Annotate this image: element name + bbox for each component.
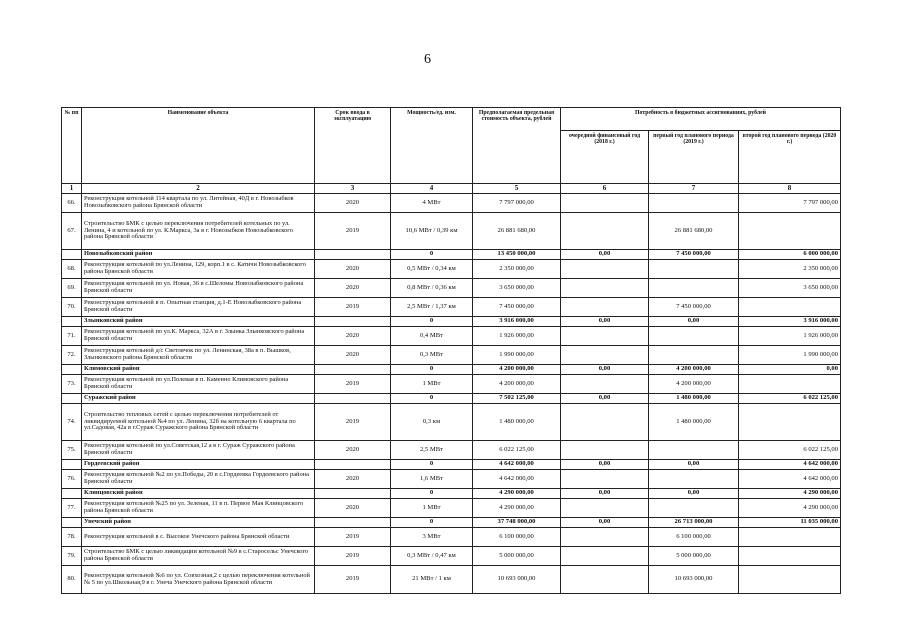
capacity-cell: 0 xyxy=(391,518,473,528)
object-name-cell: Реконструкция котельной в с. Высокое Унечского района Брянской области xyxy=(82,528,315,547)
estimated-cost-cell: 1 926 000,00 xyxy=(473,327,561,346)
estimated-cost-cell: 4 290 000,00 xyxy=(473,499,561,518)
district-subtotal-row xyxy=(62,250,841,260)
capacity-cell: 0 xyxy=(391,489,473,499)
district-subtotal-row xyxy=(62,394,841,404)
commission-year-cell xyxy=(315,317,391,327)
row-number-cell xyxy=(62,394,82,404)
object-name-cell: Климовский район xyxy=(82,365,315,375)
object-name-cell: Гордеевский район xyxy=(82,460,315,470)
object-name-cell: Реконструкция котельной по ул. Новая, 36 в с.Шеломы Новозыбковского района Брянской области xyxy=(82,279,315,298)
budget-2019-cell: 5 000 000,00 xyxy=(649,547,739,566)
estimated-cost-cell: 13 450 000,00 xyxy=(473,250,561,260)
budget-2020-cell: 6 022 125,00 xyxy=(739,441,841,460)
commission-year-cell xyxy=(315,365,391,375)
district-subtotal-row xyxy=(62,317,841,327)
header-year-2020: второй год планового периода (2020 г.) xyxy=(739,131,841,184)
table-row xyxy=(62,346,841,365)
budget-2019-cell xyxy=(649,346,739,365)
object-name-cell: Реконструкция котельной в п. Опытная станция, д.1-Е Новозыбковского района Брянской области xyxy=(82,298,315,317)
column-number: 8 xyxy=(739,184,841,194)
estimated-cost-cell: 3 916 000,00 xyxy=(473,317,561,327)
commission-year-cell: 2019 xyxy=(315,404,391,441)
object-name-cell: Реконструкция котельной по ул.Полевая в п. Каменно Климовского района Брянской области xyxy=(82,375,315,394)
object-name-cell: Клинцовский район xyxy=(82,489,315,499)
budget-2020-cell xyxy=(739,298,841,317)
capacity-cell: 0 xyxy=(391,250,473,260)
header-budget-need: Потребность в бюджетных ассигнованиях, рублей xyxy=(561,108,841,131)
row-number-cell: 66. xyxy=(62,194,82,213)
row-number-cell: 80. xyxy=(62,566,82,594)
estimated-cost-cell: 7 450 000,00 xyxy=(473,298,561,317)
district-subtotal-row xyxy=(62,518,841,528)
estimated-cost-cell: 3 650 000,00 xyxy=(473,279,561,298)
budget-2019-cell xyxy=(649,194,739,213)
budget-2020-cell: 11 035 000,00 xyxy=(739,518,841,528)
budget-2019-cell: 0,00 xyxy=(649,489,739,499)
budget-2020-cell: 0,00 xyxy=(739,365,841,375)
object-name-cell: Реконструкция котельной 114 квартала по ул. Литейная, 40Д в г. Новозыбков Новозыбковского района Брянской области xyxy=(82,194,315,213)
budget-2018-cell: 0,00 xyxy=(561,250,649,260)
budget-2018-cell xyxy=(561,194,649,213)
object-name-cell: Злынковский район xyxy=(82,317,315,327)
budget-2020-cell xyxy=(739,213,841,250)
header-capacity: Мощность/ед. изм. xyxy=(391,108,473,184)
budget-2020-cell: 2 350 000,00 xyxy=(739,260,841,279)
object-name-cell: Реконструкция котельной д/с Светлячок по ул. Ленинская, 38а в п. Вышков, Злынковского района Брянской области xyxy=(82,346,315,365)
commission-year-cell: 2019 xyxy=(315,566,391,594)
budget-2019-cell: 6 100 000,00 xyxy=(649,528,739,547)
row-number-cell: 72. xyxy=(62,346,82,365)
estimated-cost-cell: 6 022 125,00 xyxy=(473,441,561,460)
estimated-cost-cell: 2 350 000,00 xyxy=(473,260,561,279)
column-number: 1 xyxy=(62,184,82,194)
commission-year-cell xyxy=(315,460,391,470)
budget-2020-cell: 6 022 125,00 xyxy=(739,394,841,404)
budget-2019-cell: 7 450 000,00 xyxy=(649,298,739,317)
object-name-cell: Реконструкция котельной по ул.Ленина, 129, корп.1 в с. Катичи Новозыбковского района Брянской области xyxy=(82,260,315,279)
row-number-cell: 71. xyxy=(62,327,82,346)
column-number: 7 xyxy=(649,184,739,194)
capacity-cell: 3 МВт xyxy=(391,528,473,547)
object-name-cell: Реконструкция котельной по ул.Советская,12 а в г. Сураж Суражского района Брянской области xyxy=(82,441,315,460)
row-number-cell: 74. xyxy=(62,404,82,441)
budget-2018-cell xyxy=(561,375,649,394)
column-number: 4 xyxy=(391,184,473,194)
commission-year-cell: 2020 xyxy=(315,499,391,518)
row-number-cell xyxy=(62,518,82,528)
table-row xyxy=(62,441,841,460)
budget-2019-cell: 0,00 xyxy=(649,460,739,470)
budget-2018-cell xyxy=(561,441,649,460)
commission-year-cell: 2020 xyxy=(315,194,391,213)
table-row xyxy=(62,404,841,441)
budget-2018-cell xyxy=(561,327,649,346)
budget-2020-cell: 1 990 000,00 xyxy=(739,346,841,365)
budget-2018-cell: 0,00 xyxy=(561,394,649,404)
budget-2018-cell: 0,00 xyxy=(561,365,649,375)
budget-2019-cell: 4 200 000,00 xyxy=(649,365,739,375)
row-number-cell xyxy=(62,489,82,499)
capacity-cell: 0 xyxy=(391,365,473,375)
budget-2019-cell xyxy=(649,279,739,298)
budget-2018-cell xyxy=(561,566,649,594)
row-number-cell: 73. xyxy=(62,375,82,394)
table-row xyxy=(62,279,841,298)
budget-2018-cell: 0,00 xyxy=(561,489,649,499)
budget-2018-cell: 0,00 xyxy=(561,317,649,327)
commission-year-cell: 2020 xyxy=(315,327,391,346)
object-name-cell: Реконструкция котельной №2 по ул.Победы, 20 в с.Гордеевка Гордеевского района Брянской области xyxy=(82,470,315,489)
table-row xyxy=(62,499,841,518)
header-cost: Предполагаемая предельная стоимость объекта, рублей xyxy=(473,108,561,184)
budget-2018-cell xyxy=(561,346,649,365)
budget-2020-cell: 4 642 000,00 xyxy=(739,460,841,470)
budget-table xyxy=(61,107,841,594)
budget-2019-cell: 10 693 000,00 xyxy=(649,566,739,594)
estimated-cost-cell: 7 502 125,00 xyxy=(473,394,561,404)
budget-2020-cell: 3 916 000,00 xyxy=(739,317,841,327)
table-row xyxy=(62,375,841,394)
budget-2020-cell xyxy=(739,528,841,547)
column-number: 5 xyxy=(473,184,561,194)
commission-year-cell: 2019 xyxy=(315,375,391,394)
capacity-cell: 0,8 МВт / 0,36 км xyxy=(391,279,473,298)
commission-year-cell xyxy=(315,489,391,499)
estimated-cost-cell: 1 990 000,00 xyxy=(473,346,561,365)
estimated-cost-cell: 10 693 000,00 xyxy=(473,566,561,594)
column-number: 6 xyxy=(561,184,649,194)
capacity-cell: 0,3 МВт / 0,47 км xyxy=(391,547,473,566)
district-subtotal-row xyxy=(62,365,841,375)
table-row xyxy=(62,194,841,213)
column-number-row xyxy=(62,184,841,194)
table-row xyxy=(62,547,841,566)
capacity-cell: 2,5 МВт / 1,37 км xyxy=(391,298,473,317)
budget-2019-cell: 7 450 000,00 xyxy=(649,250,739,260)
budget-2018-cell xyxy=(561,298,649,317)
budget-2018-cell xyxy=(561,547,649,566)
estimated-cost-cell: 6 100 000,00 xyxy=(473,528,561,547)
estimated-cost-cell: 4 200 000,00 xyxy=(473,375,561,394)
budget-2019-cell xyxy=(649,260,739,279)
row-number-cell: 69. xyxy=(62,279,82,298)
object-name-cell: Строительство БМК с целью переключения потребителей котельных по ул. Ленина, 4 и котельной по ул. К.Маркса, 3а в г. Новозыбков Новозыбковского района Брянской области xyxy=(82,213,315,250)
object-name-cell: Унечский район xyxy=(82,518,315,528)
commission-year-cell: 2019 xyxy=(315,547,391,566)
budget-2018-cell xyxy=(561,279,649,298)
budget-2018-cell: 0,00 xyxy=(561,460,649,470)
commission-year-cell: 2019 xyxy=(315,528,391,547)
commission-year-cell xyxy=(315,394,391,404)
capacity-cell: 0,4 МВт xyxy=(391,327,473,346)
table-body xyxy=(62,194,841,594)
capacity-cell: 10,6 МВт / 0,39 км xyxy=(391,213,473,250)
object-name-cell: Реконструкция котельной по ул.К. Маркса, 32А в г. Злынка Злынковского района Брянской области xyxy=(82,327,315,346)
row-number-cell xyxy=(62,250,82,260)
capacity-cell: 1 МВт xyxy=(391,499,473,518)
capacity-cell: 1 МВт xyxy=(391,375,473,394)
commission-year-cell: 2020 xyxy=(315,260,391,279)
commission-year-cell: 2020 xyxy=(315,441,391,460)
capacity-cell: 0 xyxy=(391,394,473,404)
budget-2020-cell xyxy=(739,404,841,441)
estimated-cost-cell: 5 000 000,00 xyxy=(473,547,561,566)
estimated-cost-cell: 4 200 000,00 xyxy=(473,365,561,375)
budget-2018-cell xyxy=(561,404,649,441)
table-row xyxy=(62,566,841,594)
commission-year-cell: 2020 xyxy=(315,279,391,298)
row-number-cell: 70. xyxy=(62,298,82,317)
budget-2019-cell xyxy=(649,470,739,489)
capacity-cell: 0 xyxy=(391,317,473,327)
object-name-cell: Новозыбковский район xyxy=(82,250,315,260)
header-term: Срок ввода в эксплуатацию xyxy=(315,108,391,184)
capacity-cell: 0,5 МВт / 0,34 км xyxy=(391,260,473,279)
budget-2019-cell: 26 713 000,00 xyxy=(649,518,739,528)
object-name-cell: Реконструкция котельной №6 по ул. Совхозная,2 с целью переключения котельной № 5 по ул.Школьная,9 в г. Унеча Унечского района Брянской области xyxy=(82,566,315,594)
estimated-cost-cell: 1 480 000,00 xyxy=(473,404,561,441)
row-number-cell: 77. xyxy=(62,499,82,518)
object-name-cell: Реконструкция котельной №25 по ул. Зеленая, 11 в п. Первое Мая Клинцовского района Брянской области xyxy=(82,499,315,518)
object-name-cell: Суражский район xyxy=(82,394,315,404)
commission-year-cell: 2019 xyxy=(315,298,391,317)
budget-2020-cell: 7 797 000,00 xyxy=(739,194,841,213)
row-number-cell xyxy=(62,460,82,470)
budget-2020-cell: 3 650 000,00 xyxy=(739,279,841,298)
capacity-cell: 0 xyxy=(391,460,473,470)
budget-2020-cell: 1 926 000,00 xyxy=(739,327,841,346)
row-number-cell: 75. xyxy=(62,441,82,460)
estimated-cost-cell: 4 642 000,00 xyxy=(473,470,561,489)
column-number: 3 xyxy=(315,184,391,194)
budget-2020-cell: 4 290 000,00 xyxy=(739,489,841,499)
budget-2019-cell: 1 480 000,00 xyxy=(649,404,739,441)
table-row xyxy=(62,298,841,317)
header-year-2019: первый год планового периода (2019 г.) xyxy=(649,131,739,184)
estimated-cost-cell: 7 797 000,00 xyxy=(473,194,561,213)
estimated-cost-cell: 37 748 000,00 xyxy=(473,518,561,528)
header-num: № пп xyxy=(62,108,82,184)
object-name-cell: Строительство БМК с целью ликвидации котельной №9 в с.Старосельс Унечского района Брянской области xyxy=(82,547,315,566)
commission-year-cell: 2020 xyxy=(315,470,391,489)
capacity-cell: 2,5 МВт xyxy=(391,441,473,460)
capacity-cell: 21 МВт / 1 км xyxy=(391,566,473,594)
estimated-cost-cell: 4 642 000,00 xyxy=(473,460,561,470)
page-number: 6 xyxy=(424,52,431,67)
budget-2018-cell xyxy=(561,528,649,547)
budget-2020-cell: 4 290 000,00 xyxy=(739,499,841,518)
budget-2019-cell: 26 881 680,00 xyxy=(649,213,739,250)
budget-2019-cell xyxy=(649,441,739,460)
row-number-cell: 78. xyxy=(62,528,82,547)
budget-2019-cell: 4 200 000,00 xyxy=(649,375,739,394)
capacity-cell: 0,3 км xyxy=(391,404,473,441)
budget-2020-cell: 6 000 000,00 xyxy=(739,250,841,260)
budget-2020-cell xyxy=(739,547,841,566)
estimated-cost-cell: 26 881 680,00 xyxy=(473,213,561,250)
row-number-cell: 68. xyxy=(62,260,82,279)
row-number-cell: 67. xyxy=(62,213,82,250)
budget-2020-cell xyxy=(739,375,841,394)
district-subtotal-row xyxy=(62,460,841,470)
estimated-cost-cell: 4 290 000,00 xyxy=(473,489,561,499)
commission-year-cell: 2019 xyxy=(315,213,391,250)
object-name-cell: Строительство тепловых сетей с целью переключения потребителей от ликвидируемой котельной №4 по ул. Ленина, 32б на котельную 6 квартала по ул.Садовая, 42а в г.Сураж Суражского района Брянской области xyxy=(82,404,315,441)
budget-2020-cell: 4 642 000,00 xyxy=(739,470,841,489)
district-subtotal-row xyxy=(62,489,841,499)
table-row xyxy=(62,528,841,547)
budget-2018-cell xyxy=(561,260,649,279)
column-number: 2 xyxy=(82,184,315,194)
commission-year-cell xyxy=(315,250,391,260)
commission-year-cell: 2020 xyxy=(315,346,391,365)
budget-2020-cell xyxy=(739,566,841,594)
row-number-cell xyxy=(62,365,82,375)
capacity-cell: 1,6 МВт xyxy=(391,470,473,489)
budget-2019-cell: 0,00 xyxy=(649,317,739,327)
budget-2018-cell xyxy=(561,213,649,250)
table-row xyxy=(62,327,841,346)
table-row xyxy=(62,470,841,489)
row-number-cell xyxy=(62,317,82,327)
header-year-2018: очередной финансовый год (2018 г.) xyxy=(561,131,649,184)
row-number-cell: 79. xyxy=(62,547,82,566)
budget-2019-cell xyxy=(649,327,739,346)
budget-2018-cell: 0,00 xyxy=(561,518,649,528)
budget-2019-cell xyxy=(649,499,739,518)
budget-2018-cell xyxy=(561,499,649,518)
budget-2018-cell xyxy=(561,470,649,489)
budget-2019-cell: 1 480 000,00 xyxy=(649,394,739,404)
table-row xyxy=(62,260,841,279)
commission-year-cell xyxy=(315,518,391,528)
table-row xyxy=(62,213,841,250)
capacity-cell: 0,3 МВт xyxy=(391,346,473,365)
capacity-cell: 4 МВт xyxy=(391,194,473,213)
row-number-cell: 76. xyxy=(62,470,82,489)
header-name: Наименование объекта xyxy=(82,108,315,184)
